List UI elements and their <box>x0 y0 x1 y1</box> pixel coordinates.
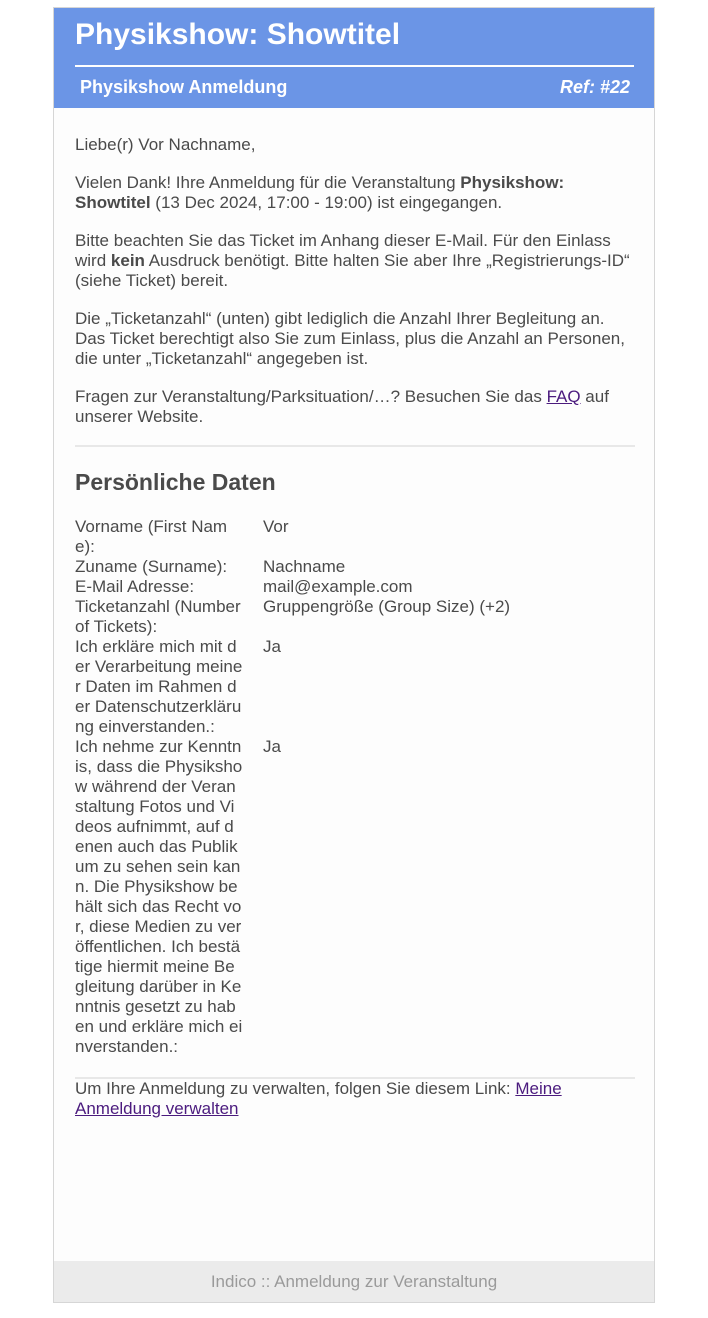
faq-link[interactable]: FAQ <box>546 387 581 406</box>
field-value: Ja <box>263 637 281 656</box>
field-value: mail@example.com <box>263 577 413 596</box>
table-row <box>75 577 510 597</box>
field-value: Nachname <box>263 557 346 576</box>
ticket-emphasis: kein <box>110 251 145 270</box>
field-value: Ja <box>263 737 281 756</box>
confirmation-text: Vielen Dank! Ihre Anmeldung für die Veranstaltung <box>75 173 461 192</box>
ticket-count-paragraph: Die „Ticketanzahl“ (unten) gibt lediglich die Anzahl Ihrer Begleitung an. Das Ticket berechtigt also Sie zum Einlass, plus die Anzahl an Personen, die unter „Ticketanzahl“ angegeben ist. <box>75 309 625 368</box>
email-card <box>53 7 655 1303</box>
ticket-paragraph <box>75 231 635 291</box>
event-title: Physikshow: Showtitel <box>75 18 401 51</box>
field-label: Zuname (Surname): <box>75 557 228 576</box>
table-row <box>75 597 510 637</box>
field-label: Ich erkläre mich mit der Verarbeitung meiner Daten im Rahmen der Datenschutzerklärung einverstanden.: <box>75 637 243 736</box>
field-label: Ticketanzahl (Number of Tickets): <box>75 597 241 636</box>
faq-text: Fragen zur Veranstaltung/Parksituation/…? Besuchen Sie das <box>75 387 547 406</box>
header-subtitle: Physikshow Anmeldung <box>80 77 288 97</box>
email-body <box>75 135 635 1137</box>
table-row <box>75 637 510 737</box>
personal-data-title: Persönliche Daten <box>75 469 276 495</box>
faq-paragraph <box>75 387 635 427</box>
field-value: Vor <box>263 517 289 536</box>
greeting: Liebe(r) Vor Nachname, <box>75 135 256 154</box>
manage-text: Um Ihre Anmeldung zu verwalten, folgen Sie diesem Link: <box>75 1079 516 1098</box>
table-row <box>75 517 510 557</box>
header-divider <box>75 65 634 67</box>
manage-registration-link[interactable]: Meine Anmeldung verwalten <box>75 1079 562 1118</box>
section-divider <box>75 445 635 447</box>
event-date-text: (13 Dec 2024, 17:00 - 19:00) ist eingegangen. <box>150 193 503 212</box>
faq-text-end: auf unserer Website. <box>75 387 609 426</box>
email-header <box>54 8 654 108</box>
reference-number: Ref: #22 <box>559 77 630 97</box>
field-label: Ich nehme zur Kenntnis, dass die Physikshow während der Veranstaltung Fotos und Videos aufnimmt, auf denen auch das Publikum zu sehen sein kann. Die Physikshow behält sich das Recht vor, diese Medien zu veröffentlichen. Ich bestätige hiermit meine Begleitung darüber in Kenntnis gesetzt zu haben und erkläre mich einverstanden.: <box>75 737 243 1056</box>
personal-data-table <box>75 517 510 1057</box>
manage-paragraph <box>75 1079 635 1119</box>
table-row <box>75 557 510 577</box>
field-label: E-Mail Adresse: <box>75 577 195 596</box>
ticket-text-end: Ausdruck benötigt. Bitte halten Sie aber Ihre „Registrierungs-ID“ (siehe Ticket) bereit. <box>75 251 630 290</box>
table-row <box>75 737 510 1057</box>
ticket-text: Bitte beachten Sie das Ticket im Anhang dieser E-Mail. Für den Einlass wird <box>75 231 611 270</box>
confirmation-paragraph <box>75 173 635 213</box>
field-value: Gruppengröße (Group Size) (+2) <box>263 597 511 616</box>
event-name: Physikshow: Showtitel <box>75 173 565 212</box>
field-label: Vorname (First Name): <box>75 517 228 556</box>
email-footer: Indico :: Anmeldung zur Veranstaltung <box>54 1261 654 1302</box>
